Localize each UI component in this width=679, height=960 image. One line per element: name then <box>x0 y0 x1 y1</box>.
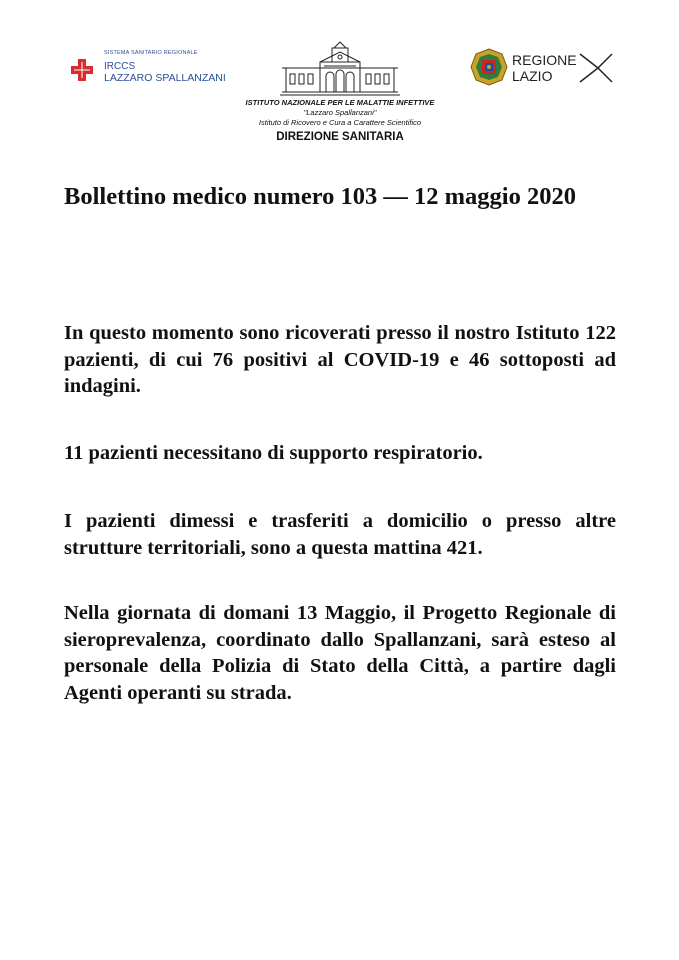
regione-lazio-logo <box>470 48 620 88</box>
institute-description: Istituto di Ricovero e Cura a Carattere Scientifico <box>258 118 422 127</box>
chevron-mark-icon <box>578 50 614 86</box>
health-system-label: SISTEMA SANITARIO REGIONALE <box>104 50 198 56</box>
lazio-label: LAZIO <box>512 68 553 84</box>
letterhead <box>0 0 679 160</box>
paragraph-hospitalized: In questo momento sono ricoverati presso il nostro Istituto 122 pazienti, di cui 76 positivi al COVID-19 e 46 sottoposti ad indagini. <box>64 322 616 397</box>
regione-label: REGIONE <box>512 52 577 68</box>
medical-cross-icon <box>70 58 94 82</box>
paragraph-seroprevalence-project: Nella giornata di domani 13 Maggio, il Progetto Regionale di sieroprevalenza, coordinato dallo Spallanzani, sarà esteso al personale della Polizia di Stato della Città, a partire dagli Agenti operanti su strada. <box>64 602 616 704</box>
institute-title: ISTITUTO NAZIONALE PER LE MALATTIE INFETTIVE <box>245 98 435 107</box>
paragraph-respiratory-support: 11 pazienti necessitano di supporto respiratorio. <box>64 442 483 464</box>
institute-name-logo: LAZZARO SPALLANZANI <box>104 72 226 84</box>
irccs-label: IRCCS <box>104 61 136 72</box>
bulletin-title: Bollettino medico numero 103 — 12 maggio 2020 <box>64 183 576 210</box>
regione-lazio-emblem-icon <box>470 48 508 86</box>
paragraph-discharged: I pazienti dimessi e trasferiti a domicilio o presso altre strutture territoriali, sono a questa mattina 421. <box>64 510 616 559</box>
spallanzani-logo <box>70 50 240 90</box>
institute-subtitle: "Lazzaro Spallanzani" <box>303 108 377 117</box>
institute-building-illustration <box>280 38 400 96</box>
department-heading: DIREZIONE SANITARIA <box>276 131 404 143</box>
